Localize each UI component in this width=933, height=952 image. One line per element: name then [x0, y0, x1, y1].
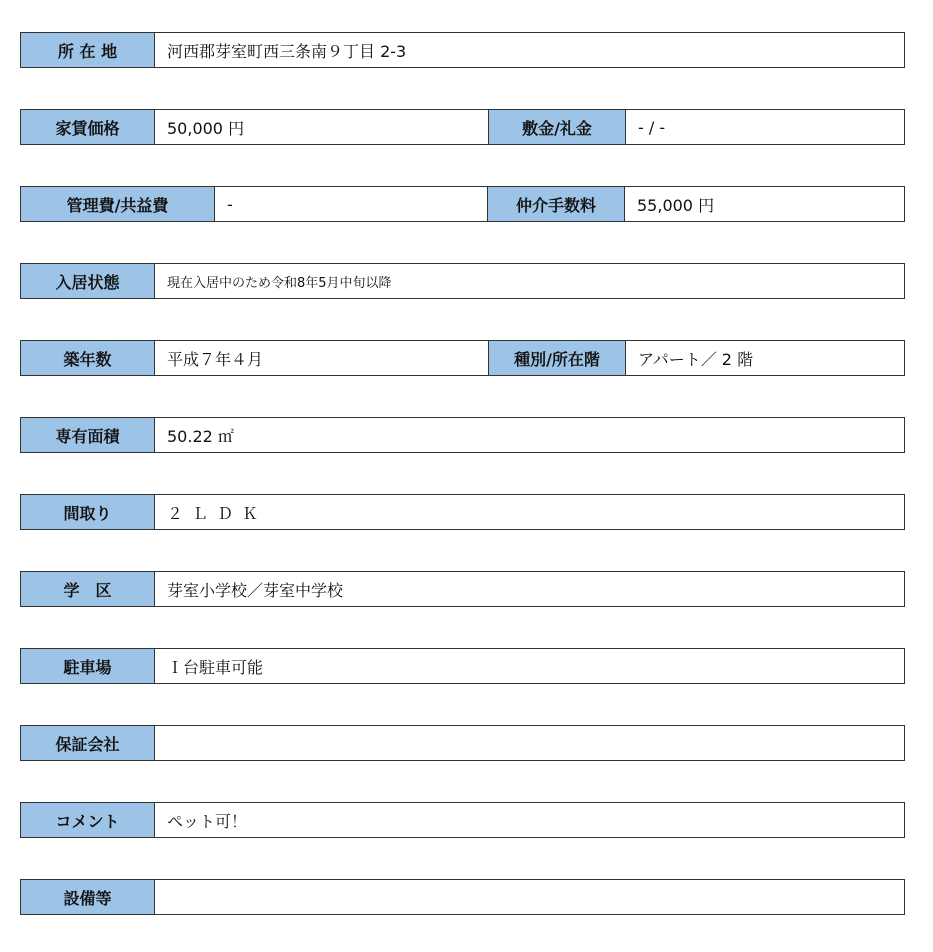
built-label: 築年数 [21, 341, 155, 375]
brokerage-fee-label: 仲介手数料 [487, 187, 625, 221]
address-label: 所 在 地 [21, 33, 155, 67]
built-row [20, 340, 905, 376]
area-label: 専有面積 [21, 418, 155, 452]
layout-value: ２ＬＤＫ [167, 503, 268, 523]
rent-row [20, 109, 905, 145]
layout-label: 間取り [21, 495, 155, 529]
move-in-label: 入居状態 [21, 264, 155, 298]
management-fee-label: 管理費/共益費 [21, 187, 215, 221]
school-value: 芽室小学校／芽室中学校 [167, 580, 344, 600]
move-in-row [20, 263, 905, 299]
parking-value: Ｉ台駐車可能 [167, 657, 264, 677]
area-value: 50.22 ㎡ [167, 426, 234, 446]
deposit-label: 敷金/礼金 [488, 110, 626, 144]
rent-label: 家賃価格 [21, 110, 155, 144]
management-fee-value: - [227, 194, 233, 214]
comment-value: ペット可！ [167, 811, 248, 831]
address-row [20, 32, 905, 68]
move-in-value: 現在入居中のため令和8年5月中旬以降 [167, 275, 392, 291]
parking-row [20, 648, 905, 684]
deposit-value: - / - [638, 117, 666, 137]
equipment-value [155, 880, 904, 914]
school-row [20, 571, 905, 607]
area-row [20, 417, 905, 453]
comment-label: コメント [21, 803, 155, 837]
address-value: 河西郡芽室町西三条南９丁目 2-3 [167, 41, 407, 61]
layout-row [20, 494, 905, 530]
management-row [20, 186, 905, 222]
guarantor-label: 保証会社 [21, 726, 155, 760]
type-floor-label: 種別/所在階 [488, 341, 626, 375]
built-value: 平成７年４月 [167, 349, 264, 369]
parking-label: 駐車場 [21, 649, 155, 683]
guarantor-value [155, 726, 904, 760]
guarantor-row [20, 725, 905, 761]
school-label: 学 区 [21, 572, 155, 606]
comment-row [20, 802, 905, 838]
rent-value: 50,000 円 [167, 118, 245, 138]
type-floor-value: アパート／ 2 階 [638, 349, 754, 369]
equipment-label: 設備等 [21, 880, 155, 914]
brokerage-fee-value: 55,000 円 [637, 195, 715, 215]
equipment-row [20, 879, 905, 915]
